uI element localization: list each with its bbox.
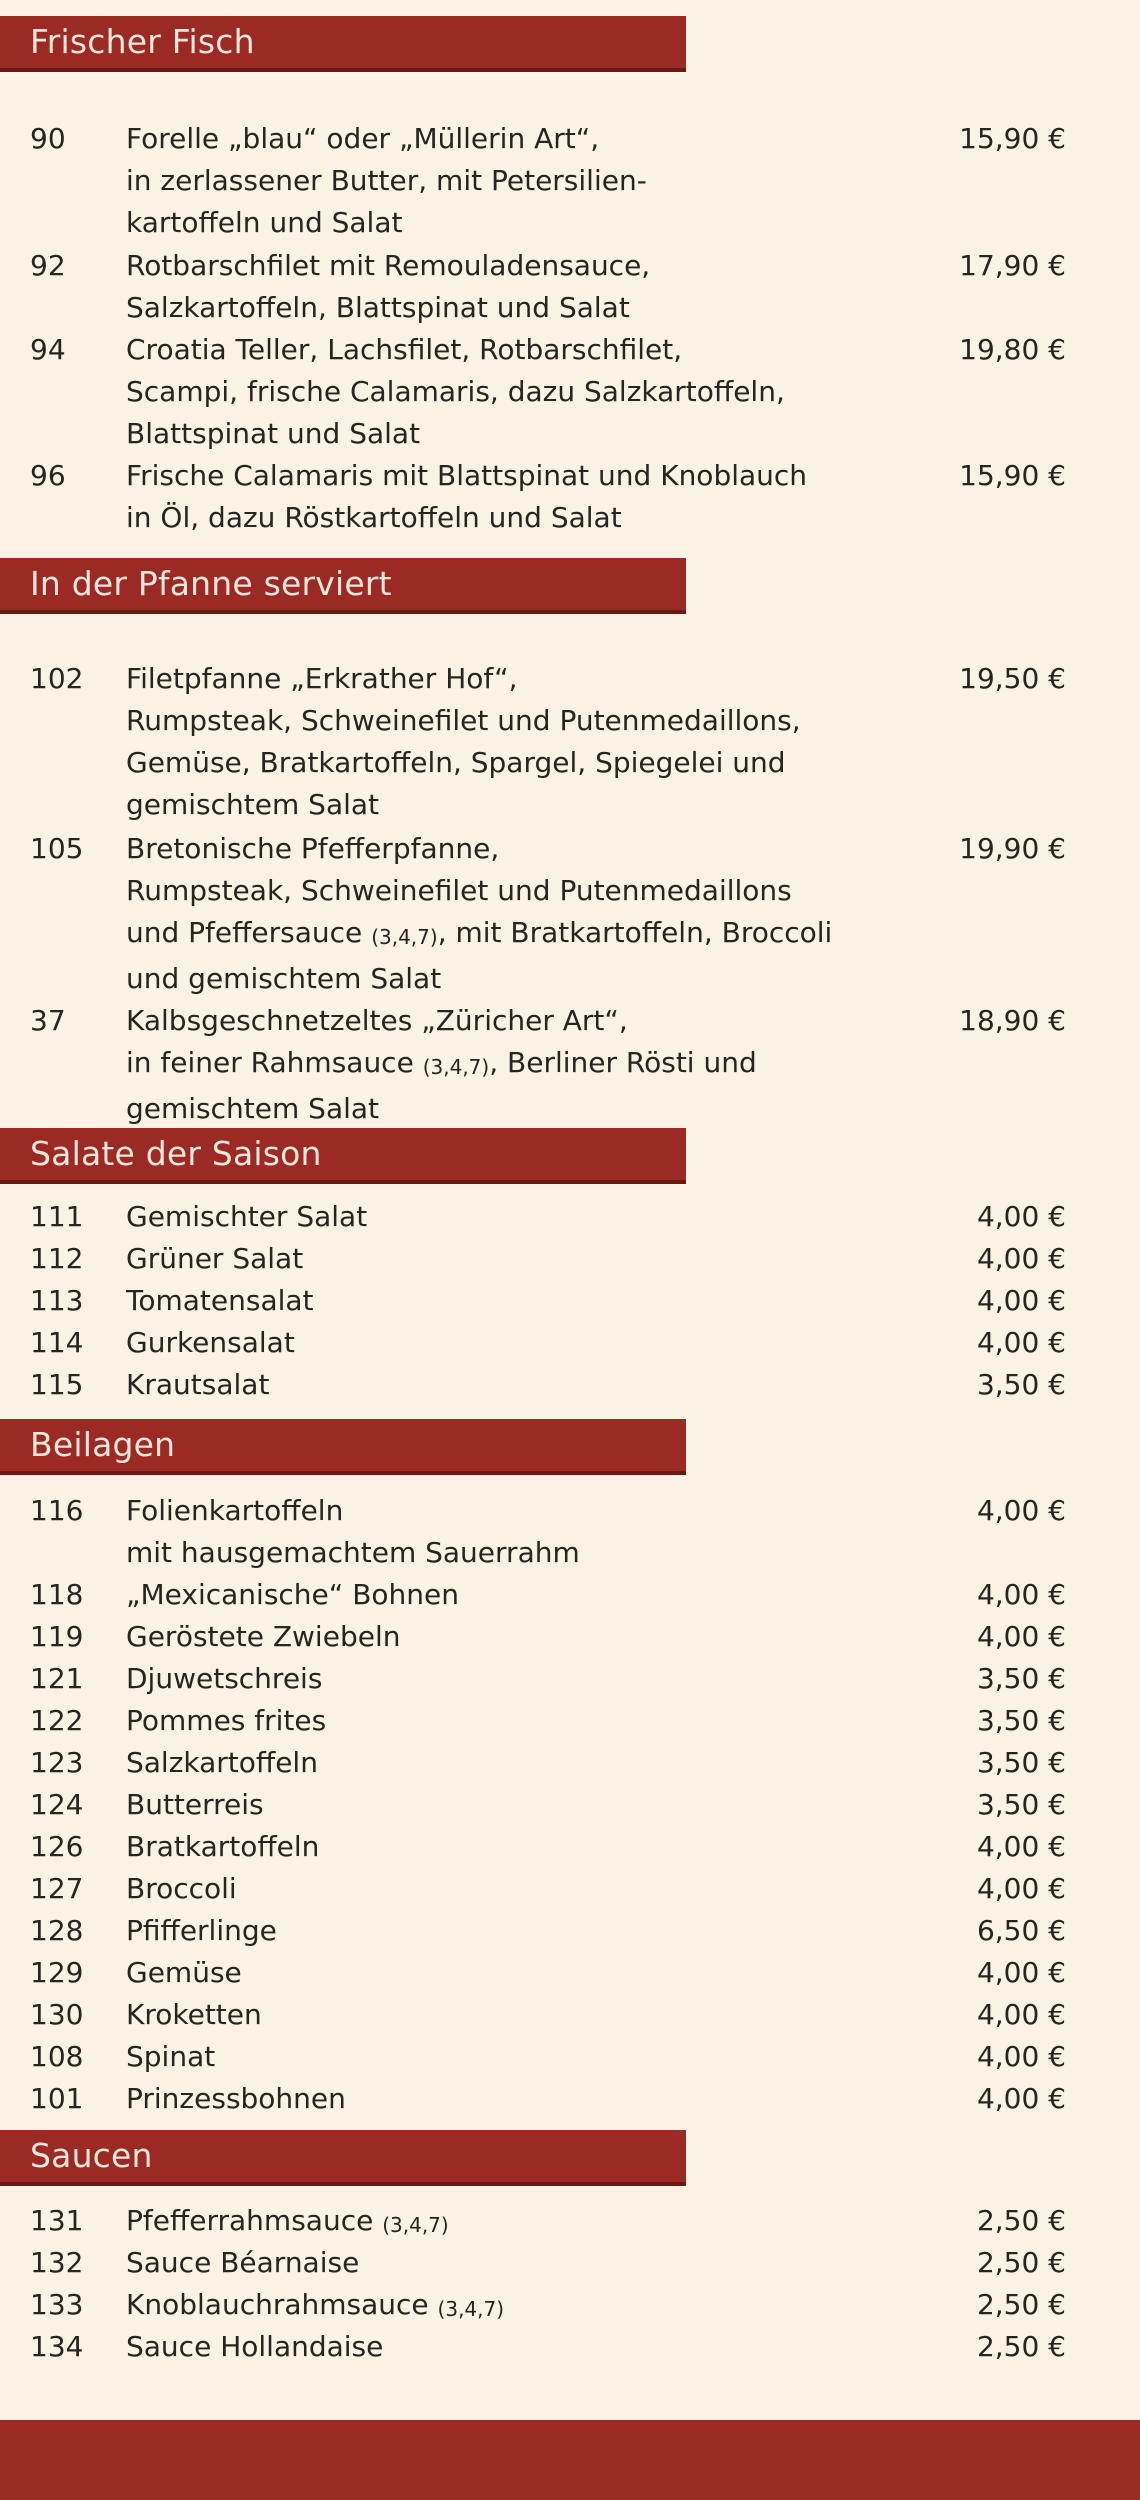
item-price: 4,00 € [976, 1242, 1066, 1275]
menu-item [0, 2078, 1140, 2120]
item-price: 19,80 € [959, 333, 1066, 366]
section-header: Saucen [0, 2130, 686, 2186]
item-description [126, 1364, 269, 1406]
item-description [126, 2326, 383, 2368]
section-header: In der Pfanne serviert [0, 558, 686, 614]
item-description-line: Broccoli [126, 1872, 237, 1905]
item-description-line: Forelle „blau“ oder „Müllerin Art“, [126, 122, 600, 155]
menu-item [0, 329, 1140, 455]
menu-item [0, 1196, 1140, 1238]
menu-item [0, 1952, 1140, 1994]
item-price: 4,00 € [976, 2082, 1066, 2115]
item-description [126, 1742, 318, 1784]
footer-bar [0, 2420, 1140, 2500]
item-number: 116 [30, 1494, 84, 1527]
item-description [126, 1574, 459, 1616]
menu-item [0, 1868, 1140, 1910]
item-description [126, 2036, 215, 2078]
item-description [126, 1616, 400, 1658]
item-description-line: Pfifferlinge [126, 1914, 277, 1947]
item-description-line: Rotbarschfilet mit Remouladensauce, [126, 249, 651, 282]
item-number: 129 [30, 1956, 84, 1989]
item-number: 114 [30, 1326, 84, 1359]
item-price: 4,00 € [976, 1956, 1066, 1989]
item-price: 15,90 € [959, 459, 1066, 492]
menu-item [0, 1322, 1140, 1364]
item-number: 130 [30, 1998, 84, 2031]
item-number: 90 [30, 122, 66, 155]
item-description-line: Bretonische Pfefferpfanne, [126, 832, 500, 865]
item-price: 6,50 € [976, 1914, 1066, 1947]
item-description [126, 118, 647, 244]
item-description-line: Gemüse, Bratkartoffeln, Spargel, Spiegelei und [126, 746, 786, 779]
item-price: 4,00 € [976, 1284, 1066, 1317]
item-description-line: und Pfeffersauce $_{(3,4,7)}$, mit Bratkartoffeln, Broccoli [126, 916, 833, 949]
item-price: 2,50 € [976, 2288, 1066, 2321]
menu-item [0, 1280, 1140, 1322]
item-description [126, 658, 801, 826]
item-description-line: Frische Calamaris mit Blattspinat und Knoblauch [126, 459, 808, 492]
item-description-line: Croatia Teller, Lachsfilet, Rotbarschfilet, [126, 333, 683, 366]
item-price: 4,00 € [976, 1200, 1066, 1233]
allergen-codes: (3,4,7) [371, 925, 438, 949]
section-header: Salate der Saison [0, 1128, 686, 1184]
item-number: 118 [30, 1578, 84, 1611]
item-description [126, 1658, 322, 1700]
menu-item [0, 1826, 1140, 1868]
item-description [126, 1784, 264, 1826]
item-number: 126 [30, 1830, 84, 1863]
allergen-codes: (3,4,7) [422, 1055, 490, 1079]
item-description-line: „Mexicanische“ Bohnen [126, 1578, 459, 1611]
item-price: 2,50 € [976, 2330, 1066, 2363]
item-price: 4,00 € [976, 1578, 1066, 1611]
item-description-line: Folienkartoffeln [126, 1494, 344, 1527]
item-description-line: mit hausgemachtem Sauerrahm [126, 1536, 580, 1569]
item-description-line: kartoffeln und Salat [126, 206, 403, 239]
item-number: 122 [30, 1704, 84, 1737]
item-description-line: Pommes frites [126, 1704, 327, 1737]
item-description-line: Grüner Salat [126, 1242, 304, 1275]
item-number: 115 [30, 1368, 84, 1401]
item-number: 102 [30, 662, 84, 695]
item-description-line: Rumpsteak, Schweinefilet und Putenmedaillons [126, 874, 792, 907]
menu-item [0, 658, 1140, 826]
item-description-line: gemischtem Salat [126, 1092, 380, 1125]
item-description [126, 1000, 757, 1130]
item-price: 17,90 € [959, 249, 1066, 282]
item-description-line: Sauce Béarnaise [126, 2246, 360, 2279]
item-description [126, 1280, 314, 1322]
item-description [126, 245, 650, 329]
item-description-line: Tomatensalat [126, 1284, 314, 1317]
item-description-line: Rumpsteak, Schweinefilet und Putenmedaillons, [126, 704, 801, 737]
item-description-line: Blattspinat und Salat [126, 417, 421, 450]
item-description [126, 2284, 504, 2330]
item-description-line: Scampi, frische Calamaris, dazu Salzkartoffeln, [126, 375, 785, 408]
menu-item [0, 2036, 1140, 2078]
allergen-codes: (3,4,7) [382, 2213, 449, 2237]
item-number: 128 [30, 1914, 84, 1947]
item-number: 132 [30, 2246, 84, 2279]
menu-item [0, 1616, 1140, 1658]
item-description-line: in feiner Rahmsauce $_{(3,4,7)}$, Berliner Rösti und [126, 1046, 757, 1079]
menu-item [0, 1490, 1140, 1574]
item-description [126, 1322, 295, 1364]
menu-item [0, 1658, 1140, 1700]
item-description-line: gemischtem Salat [126, 788, 380, 821]
item-price: 4,00 € [976, 1872, 1066, 1905]
item-description-line: Spinat [126, 2040, 216, 2073]
item-description-line: Gurkensalat [126, 1326, 295, 1359]
item-price: 3,50 € [976, 1788, 1066, 1821]
item-number: 37 [30, 1004, 66, 1037]
item-description [126, 1868, 237, 1910]
item-description-line: Gemischter Salat [126, 1200, 368, 1233]
menu-item [0, 118, 1140, 244]
menu-item [0, 2326, 1140, 2368]
item-description [126, 2078, 346, 2120]
item-description [126, 1238, 303, 1280]
item-number: 134 [30, 2330, 84, 2363]
item-price: 3,50 € [976, 1368, 1066, 1401]
item-number: 94 [30, 333, 66, 366]
section-header: Beilagen [0, 1419, 686, 1475]
item-description-line: Filetpfanne „Erkrather Hof“, [126, 662, 518, 695]
item-number: 113 [30, 1284, 84, 1317]
menu-item [0, 2284, 1140, 2326]
menu-item [0, 2242, 1140, 2284]
item-price: 4,00 € [976, 2040, 1066, 2073]
menu-item [0, 828, 1140, 996]
menu-item [0, 1238, 1140, 1280]
item-description-line: und gemischtem Salat [126, 962, 442, 995]
item-description-line: Prinzessbohnen [126, 2082, 346, 2115]
menu-item [0, 1574, 1140, 1616]
item-price: 4,00 € [976, 1998, 1066, 2031]
item-description-line: Kroketten [126, 1998, 262, 2031]
item-number: 108 [30, 2040, 84, 2073]
item-description [126, 1826, 319, 1868]
item-description-line: Djuwetschreis [126, 1662, 323, 1695]
item-number: 105 [30, 832, 84, 865]
item-description-line: in Öl, dazu Röstkartoffeln und Salat [126, 501, 622, 534]
item-description [126, 2242, 359, 2284]
menu-item [0, 1742, 1140, 1784]
item-description-line: Salzkartoffeln [126, 1746, 318, 1779]
menu-item [0, 455, 1140, 539]
item-number: 123 [30, 1746, 84, 1779]
menu-item [0, 2200, 1140, 2242]
item-description [126, 2200, 449, 2246]
item-price: 19,90 € [959, 832, 1066, 865]
item-number: 119 [30, 1620, 84, 1653]
item-price: 2,50 € [976, 2204, 1066, 2237]
item-description [126, 1700, 326, 1742]
menu-item [0, 1994, 1140, 2036]
item-price: 19,50 € [959, 662, 1066, 695]
item-number: 124 [30, 1788, 84, 1821]
item-price: 3,50 € [976, 1704, 1066, 1737]
menu-item [0, 245, 1140, 329]
item-number: 131 [30, 2204, 84, 2237]
allergen-codes: (3,4,7) [437, 2297, 505, 2321]
item-price: 4,00 € [976, 1830, 1066, 1863]
item-description-line: Pfefferrahmsauce $_{(3,4,7)}$ [126, 2204, 449, 2237]
item-description-line: Knoblauchrahmsauce $_{(3,4,7)}$ [126, 2288, 505, 2321]
item-price: 4,00 € [976, 1326, 1066, 1359]
item-description-line: Geröstete Zwiebeln [126, 1620, 401, 1653]
item-description [126, 1490, 580, 1574]
item-description [126, 1196, 367, 1238]
item-number: 121 [30, 1662, 84, 1695]
item-description [126, 1910, 277, 1952]
item-description [126, 329, 785, 455]
item-description-line: Butterreis [126, 1788, 264, 1821]
item-description-line: Gemüse [126, 1956, 242, 1989]
item-number: 111 [30, 1200, 84, 1233]
item-price: 2,50 € [976, 2246, 1066, 2279]
item-price: 18,90 € [959, 1004, 1066, 1037]
menu-item [0, 1700, 1140, 1742]
item-number: 101 [30, 2082, 84, 2115]
item-number: 127 [30, 1872, 84, 1905]
item-price: 15,90 € [959, 122, 1066, 155]
menu-item [0, 1364, 1140, 1406]
item-description [126, 828, 832, 1000]
section-header: Frischer Fisch [0, 16, 686, 72]
item-description [126, 1994, 262, 2036]
item-description-line: Bratkartoffeln [126, 1830, 320, 1863]
item-description-line: Kalbsgeschnetzeltes „Züricher Art“, [126, 1004, 628, 1037]
item-number: 133 [30, 2288, 84, 2321]
item-price: 3,50 € [976, 1746, 1066, 1779]
item-description [126, 455, 807, 539]
item-number: 112 [30, 1242, 84, 1275]
item-price: 3,50 € [976, 1662, 1066, 1695]
menu-item [0, 1784, 1140, 1826]
item-description [126, 1952, 242, 1994]
item-number: 96 [30, 459, 66, 492]
item-description-line: Salzkartoffeln, Blattspinat und Salat [126, 291, 630, 324]
item-description-line: Sauce Hollandaise [126, 2330, 384, 2363]
item-description-line: Krautsalat [126, 1368, 270, 1401]
menu-item [0, 1000, 1140, 1126]
item-price: 4,00 € [976, 1494, 1066, 1527]
item-number: 92 [30, 249, 66, 282]
item-description-line: in zerlassener Butter, mit Petersilien- [126, 164, 647, 197]
menu-item [0, 1910, 1140, 1952]
item-price: 4,00 € [976, 1620, 1066, 1653]
